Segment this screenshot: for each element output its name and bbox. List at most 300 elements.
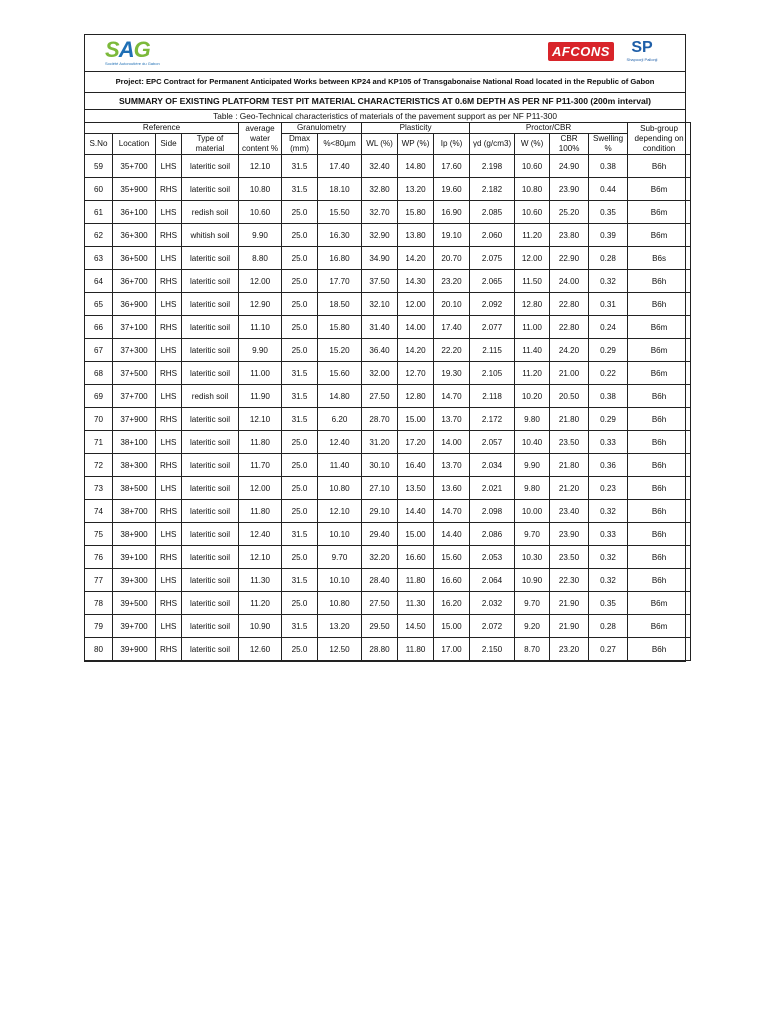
table-cell: 36+500 [113, 247, 156, 270]
table-cell: B6h [628, 569, 691, 592]
table-cell: 12.10 [239, 408, 282, 431]
table-cell: 38+900 [113, 523, 156, 546]
table-cell: RHS [156, 362, 182, 385]
table-cell: 2.150 [470, 638, 515, 661]
table-cell: 13.70 [434, 408, 470, 431]
table-cell: 27.50 [362, 592, 398, 615]
table-row [85, 546, 691, 569]
table-cell: B6h [628, 270, 691, 293]
table-cell: 25.0 [282, 638, 318, 661]
sag-letter: A [118, 37, 134, 62]
table-cell: 32.10 [362, 293, 398, 316]
table-cell: 32.80 [362, 178, 398, 201]
table-cell: RHS [156, 500, 182, 523]
table-cell: B6h [628, 431, 691, 454]
table-cell: 39+900 [113, 638, 156, 661]
table-row [85, 362, 691, 385]
table-cell: 39+700 [113, 615, 156, 638]
table-cell: 10.90 [515, 569, 550, 592]
table-row [85, 201, 691, 224]
table-cell: RHS [156, 592, 182, 615]
table-cell: 12.50 [318, 638, 362, 661]
table-cell: 2.115 [470, 339, 515, 362]
table-cell: 17.40 [318, 155, 362, 178]
table-cell: 2.032 [470, 592, 515, 615]
col-side: Side [156, 134, 182, 155]
table-cell: 0.39 [589, 224, 628, 247]
table-cell: 31.40 [362, 316, 398, 339]
table-cell: B6m [628, 592, 691, 615]
table-cell: redish soil [182, 201, 239, 224]
table-cell: B6m [628, 224, 691, 247]
table-cell: 11.40 [318, 454, 362, 477]
table-cell: 9.80 [515, 408, 550, 431]
table-cell: 14.40 [434, 523, 470, 546]
table-cell: 77 [85, 569, 113, 592]
table-cell: 64 [85, 270, 113, 293]
table-cell: 15.80 [398, 201, 434, 224]
table-cell: 0.23 [589, 477, 628, 500]
table-cell: 19.10 [434, 224, 470, 247]
table-cell: 22.80 [550, 316, 589, 339]
table-cell: 69 [85, 385, 113, 408]
header-subgroup: Sub-group depending on condition [628, 123, 691, 155]
table-row [85, 500, 691, 523]
table-cell: B6s [628, 247, 691, 270]
table-cell: 14.00 [398, 316, 434, 339]
table-cell: lateritic soil [182, 339, 239, 362]
table-cell: 37.50 [362, 270, 398, 293]
table-cell: 29.50 [362, 615, 398, 638]
table-cell: 0.32 [589, 270, 628, 293]
table-cell: 39+300 [113, 569, 156, 592]
table-body [85, 155, 691, 661]
col-sno: S.No [85, 134, 113, 155]
table-cell: 32.40 [362, 155, 398, 178]
table-cell: 16.90 [434, 201, 470, 224]
table-cell: 2.118 [470, 385, 515, 408]
table-cell: 15.00 [398, 523, 434, 546]
table-cell: 19.60 [434, 178, 470, 201]
table-cell: 24.20 [550, 339, 589, 362]
table-cell: 0.32 [589, 500, 628, 523]
table-cell: 39+100 [113, 546, 156, 569]
table-cell: 0.28 [589, 615, 628, 638]
table-cell: 12.90 [239, 293, 282, 316]
table-cell: 16.60 [434, 569, 470, 592]
table-cell: 23.90 [550, 178, 589, 201]
table-cell: 0.29 [589, 408, 628, 431]
table-cell: 2.098 [470, 500, 515, 523]
table-cell: 2.105 [470, 362, 515, 385]
table-cell: B6m [628, 316, 691, 339]
table-cell: 2.021 [470, 477, 515, 500]
table-cell: RHS [156, 270, 182, 293]
header-plasticity: Plasticity [362, 123, 470, 134]
table-cell: 10.60 [515, 155, 550, 178]
col-cbr: CBR 100% [550, 134, 589, 155]
table-cell: 23.40 [550, 500, 589, 523]
table-cell: 10.40 [515, 431, 550, 454]
table-cell: 36+700 [113, 270, 156, 293]
table-cell: B6m [628, 178, 691, 201]
table-cell: 17.20 [398, 431, 434, 454]
table-cell: 31.5 [282, 178, 318, 201]
table-cell: B6m [628, 362, 691, 385]
table-cell: 16.60 [398, 546, 434, 569]
table-cell: 59 [85, 155, 113, 178]
table-cell: 10.60 [515, 201, 550, 224]
logo-row [85, 35, 685, 72]
table-cell: 11.20 [239, 592, 282, 615]
table-cell: 12.10 [318, 500, 362, 523]
table-cell: B6m [628, 339, 691, 362]
table-cell: 14.70 [434, 500, 470, 523]
table-cell: 14.80 [398, 155, 434, 178]
table-cell: 25.0 [282, 431, 318, 454]
table-cell: 15.80 [318, 316, 362, 339]
table-cell: LHS [156, 339, 182, 362]
table-cell: 29.40 [362, 523, 398, 546]
table-cell: 31.5 [282, 569, 318, 592]
table-cell: 25.20 [550, 201, 589, 224]
table-cell: 21.80 [550, 408, 589, 431]
table-cell: 78 [85, 592, 113, 615]
table-cell: lateritic soil [182, 638, 239, 661]
table-cell: lateritic soil [182, 592, 239, 615]
table-cell: 71 [85, 431, 113, 454]
table-cell: 2.075 [470, 247, 515, 270]
table-cell: 24.00 [550, 270, 589, 293]
table-cell: 14.70 [434, 385, 470, 408]
table-row [85, 247, 691, 270]
table-cell: 11.30 [398, 592, 434, 615]
table-cell: LHS [156, 293, 182, 316]
table-cell: lateritic soil [182, 293, 239, 316]
table-cell: 17.40 [434, 316, 470, 339]
table-cell: 2.057 [470, 431, 515, 454]
table-cell: 15.60 [318, 362, 362, 385]
table-cell: 38+100 [113, 431, 156, 454]
table-cell: 39+500 [113, 592, 156, 615]
table-cell: 10.20 [515, 385, 550, 408]
sag-letter: G [133, 37, 150, 62]
table-cell: 0.33 [589, 523, 628, 546]
table-cell: 17.60 [434, 155, 470, 178]
table-cell: 9.70 [515, 523, 550, 546]
table-cell: 10.10 [318, 523, 362, 546]
table-cell: whitish soil [182, 224, 239, 247]
document-sheet [84, 34, 686, 662]
table-cell: 11.40 [515, 339, 550, 362]
table-cell: 0.27 [589, 638, 628, 661]
sag-letter: S [105, 37, 119, 62]
table-cell: 10.80 [239, 178, 282, 201]
table-cell: 14.20 [398, 339, 434, 362]
table-cell: 12.10 [239, 546, 282, 569]
table-cell: 68 [85, 362, 113, 385]
table-cell: lateritic soil [182, 270, 239, 293]
table-cell: 32.20 [362, 546, 398, 569]
table-cell: 16.40 [398, 454, 434, 477]
table-cell: 60 [85, 178, 113, 201]
col-ip: Ip (%) [434, 134, 470, 155]
table-cell: 21.00 [550, 362, 589, 385]
table-cell: 75 [85, 523, 113, 546]
table-cell: 37+500 [113, 362, 156, 385]
table-cell: lateritic soil [182, 431, 239, 454]
table-cell: lateritic soil [182, 408, 239, 431]
table-cell: 12.40 [318, 431, 362, 454]
table-cell: 0.32 [589, 546, 628, 569]
table-cell: 67 [85, 339, 113, 362]
table-cell: LHS [156, 201, 182, 224]
table-cell: 25.0 [282, 224, 318, 247]
table-cell: RHS [156, 178, 182, 201]
table-cell: B6m [628, 201, 691, 224]
table-cell: 12.40 [239, 523, 282, 546]
table-cell: B6h [628, 638, 691, 661]
table-cell: 25.0 [282, 546, 318, 569]
afcons-logo: AFCONS [548, 42, 614, 61]
table-row [85, 454, 691, 477]
table-cell: 17.00 [434, 638, 470, 661]
table-cell: 11.50 [515, 270, 550, 293]
col-type: Type of material [182, 134, 239, 155]
table-cell: 22.20 [434, 339, 470, 362]
table-cell: 2.034 [470, 454, 515, 477]
table-cell: 14.20 [398, 247, 434, 270]
table-cell: 15.00 [434, 615, 470, 638]
project-title: Project: EPC Contract for Permanent Anticipated Works between KP24 and KP105 of Transgabonaise National Road located in the Republic of Gabon [85, 72, 685, 93]
table-cell: 25.0 [282, 316, 318, 339]
table-cell: 65 [85, 293, 113, 316]
table-row [85, 155, 691, 178]
table-cell: 2.053 [470, 546, 515, 569]
table-cell: 10.00 [515, 500, 550, 523]
table-cell: 21.80 [550, 454, 589, 477]
table-cell: 10.10 [318, 569, 362, 592]
table-cell: 37+300 [113, 339, 156, 362]
table-cell: 35+900 [113, 178, 156, 201]
table-cell: 24.90 [550, 155, 589, 178]
table-cell: 14.50 [398, 615, 434, 638]
table-caption: Table : Geo-Technical characteristics of materials of the pavement support as per NF P11-300 [213, 111, 557, 121]
table-cell: 14.80 [318, 385, 362, 408]
table-row [85, 224, 691, 247]
table-cell: lateritic soil [182, 523, 239, 546]
table-cell: 11.70 [239, 454, 282, 477]
table-cell: 0.38 [589, 155, 628, 178]
table-cell: LHS [156, 431, 182, 454]
table-cell: 8.80 [239, 247, 282, 270]
table-cell: 11.20 [515, 362, 550, 385]
table-cell: 31.5 [282, 523, 318, 546]
table-cell: 13.20 [318, 615, 362, 638]
table-row [85, 270, 691, 293]
table-cell: 29.10 [362, 500, 398, 523]
table-cell: 62 [85, 224, 113, 247]
col-wp: WP (%) [398, 134, 434, 155]
table-cell: 36+300 [113, 224, 156, 247]
table-cell: lateritic soil [182, 454, 239, 477]
table-row [85, 385, 691, 408]
summary-title: SUMMARY OF EXISTING PLATFORM TEST PIT MATERIAL CHARACTERISTICS AT 0.6M DEPTH AS PER NF P11-300 (200m interval) [85, 93, 685, 110]
table-cell: 10.60 [239, 201, 282, 224]
table-cell: 11.80 [398, 638, 434, 661]
table-cell: 12.70 [398, 362, 434, 385]
table-cell: 15.00 [398, 408, 434, 431]
col-swelling: Swelling % [589, 134, 628, 155]
col-w: W (%) [515, 134, 550, 155]
table-cell: 20.10 [434, 293, 470, 316]
table-cell: 23.50 [550, 431, 589, 454]
table-row [85, 316, 691, 339]
sp-text: Shapoorji Pallonji [626, 57, 658, 62]
table-cell: lateritic soil [182, 546, 239, 569]
table-cell: 12.00 [239, 477, 282, 500]
table-cell: 9.70 [515, 592, 550, 615]
table-cell: 0.35 [589, 201, 628, 224]
table-cell: 11.80 [398, 569, 434, 592]
table-cell: 12.00 [239, 270, 282, 293]
table-cell: LHS [156, 247, 182, 270]
table-cell: 31.5 [282, 615, 318, 638]
table-cell: 2.086 [470, 523, 515, 546]
table-cell: 16.30 [318, 224, 362, 247]
table-cell: 14.00 [434, 431, 470, 454]
table-cell: 2.092 [470, 293, 515, 316]
table-cell: 0.44 [589, 178, 628, 201]
table-row [85, 477, 691, 500]
sp-mark: SP [631, 39, 653, 56]
table-cell: 25.0 [282, 592, 318, 615]
table-cell: lateritic soil [182, 362, 239, 385]
table-cell: 25.0 [282, 201, 318, 224]
table-cell: 10.30 [515, 546, 550, 569]
table-cell: 22.30 [550, 569, 589, 592]
table-cell: 23.20 [550, 638, 589, 661]
table-cell: 15.60 [434, 546, 470, 569]
table-cell: 38+700 [113, 500, 156, 523]
table-cell: 66 [85, 316, 113, 339]
table-cell: redish soil [182, 385, 239, 408]
table-row [85, 339, 691, 362]
table-cell: 23.90 [550, 523, 589, 546]
table-cell: B6h [628, 477, 691, 500]
table-cell: RHS [156, 224, 182, 247]
table-cell: 0.31 [589, 293, 628, 316]
table-cell: 70 [85, 408, 113, 431]
table-cell: 12.00 [515, 247, 550, 270]
table-cell: 34.90 [362, 247, 398, 270]
table-cell: 13.80 [398, 224, 434, 247]
table-cell: 21.90 [550, 615, 589, 638]
table-cell: 18.10 [318, 178, 362, 201]
table-cell: 18.50 [318, 293, 362, 316]
table-cell: lateritic soil [182, 178, 239, 201]
table-cell: B6h [628, 293, 691, 316]
table-cell: 8.70 [515, 638, 550, 661]
table-cell: 15.50 [318, 201, 362, 224]
table-cell: 25.0 [282, 477, 318, 500]
table-cell: 11.90 [239, 385, 282, 408]
table-cell: B6m [628, 615, 691, 638]
table-cell: 31.5 [282, 155, 318, 178]
table-cell: 23.50 [550, 546, 589, 569]
table-cell: 9.70 [318, 546, 362, 569]
table-cell: 13.20 [398, 178, 434, 201]
table-cell: 12.80 [515, 293, 550, 316]
table-cell: 27.50 [362, 385, 398, 408]
table-cell: 10.90 [239, 615, 282, 638]
table-cell: lateritic soil [182, 615, 239, 638]
table-cell: 12.80 [398, 385, 434, 408]
table-cell: 12.60 [239, 638, 282, 661]
table-cell: 0.28 [589, 247, 628, 270]
table-cell: 11.00 [515, 316, 550, 339]
table-cell: 37+900 [113, 408, 156, 431]
table-cell: 2.077 [470, 316, 515, 339]
table-cell: lateritic soil [182, 247, 239, 270]
table-cell: 31.5 [282, 408, 318, 431]
table-cell: 23.80 [550, 224, 589, 247]
table-cell: 0.22 [589, 362, 628, 385]
table-row [85, 293, 691, 316]
table-cell: LHS [156, 615, 182, 638]
table-cell: RHS [156, 316, 182, 339]
table-cell: LHS [156, 569, 182, 592]
table-cell: 35+700 [113, 155, 156, 178]
characteristics-table [84, 122, 691, 661]
table-row [85, 592, 691, 615]
table-cell: 31.5 [282, 362, 318, 385]
table-cell: 36+100 [113, 201, 156, 224]
table-cell: 32.90 [362, 224, 398, 247]
table-cell: 2.182 [470, 178, 515, 201]
table-cell: 10.80 [318, 477, 362, 500]
table-cell: 20.70 [434, 247, 470, 270]
table-cell: 2.172 [470, 408, 515, 431]
table-cell: 31.5 [282, 385, 318, 408]
table-cell: 28.80 [362, 638, 398, 661]
table-cell: 21.20 [550, 477, 589, 500]
table-cell: 31.20 [362, 431, 398, 454]
header-granulometry: Granulometry [282, 123, 362, 134]
table-cell: 37+700 [113, 385, 156, 408]
table-cell: B6h [628, 500, 691, 523]
table-cell: 28.40 [362, 569, 398, 592]
table-cell: 32.00 [362, 362, 398, 385]
table-cell: 11.30 [239, 569, 282, 592]
sag-logo [105, 37, 160, 66]
table-cell: 14.30 [398, 270, 434, 293]
table-cell: 80 [85, 638, 113, 661]
table-cell: 22.80 [550, 293, 589, 316]
table-cell: 2.060 [470, 224, 515, 247]
table-cell: LHS [156, 523, 182, 546]
table-row [85, 638, 691, 661]
table-cell: 6.20 [318, 408, 362, 431]
table-cell: 76 [85, 546, 113, 569]
table-cell: 22.90 [550, 247, 589, 270]
table-cell: 25.0 [282, 500, 318, 523]
table-cell: 0.32 [589, 569, 628, 592]
table-cell: 28.70 [362, 408, 398, 431]
table-cell: 74 [85, 500, 113, 523]
table-row [85, 523, 691, 546]
table-cell: 16.20 [434, 592, 470, 615]
